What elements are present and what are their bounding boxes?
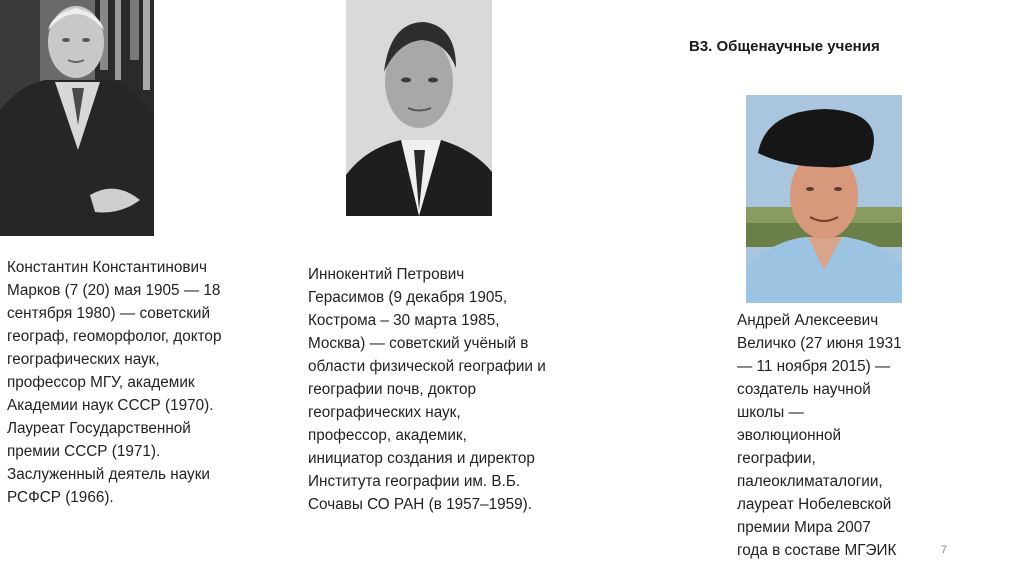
bio-line: школы — [737,404,804,421]
bio-line: РСФСР (1966). [7,489,114,506]
bio-line: географ, геоморфолог, доктор [7,328,222,345]
bio-line: палеоклиматалогии, [737,473,883,490]
slide-heading: В3. Общенаучные учения [689,38,880,55]
bio-line: Величко (27 июня 1931 [737,335,902,352]
bio-line: премии Мира 2007 [737,519,871,536]
portrait-photo-gerasimov [346,0,492,216]
bio-line: Иннокентий Петрович [308,266,465,283]
page-number: 7 [941,544,948,556]
bio-line: эволюционной [737,427,842,444]
bio-line: премии СССР (1971). [7,443,161,460]
portrait-photo-velichko [746,95,902,303]
bio-line: — 11 ноября 2015) — [737,358,891,375]
bio-line: Заслуженный деятель науки [7,466,210,483]
bio-line: географии, [737,450,816,467]
bio-line: Марков (7 (20) мая 1905 — 18 [7,282,221,299]
bio-line: географии почв, доктор [308,381,476,398]
bio-line: Герасимов (9 декабря 1905, [308,289,508,306]
bio-text-gerasimov [308,263,546,516]
bio-line: Института географии им. В.Б. [308,473,521,490]
bio-text-markov [7,256,221,509]
bio-line: Андрей Алексеевич [737,312,879,329]
bio-line: области физической географии и [308,358,546,375]
bio-line: Сочавы СО РАН (в 1957–1959). [308,496,532,513]
bio-text-velichko [737,309,902,562]
bio-line: сентября 1980) — советский [7,305,210,322]
bio-line: года в составе МГЭИК [737,542,897,559]
bio-line: инициатор создания и директор [308,450,535,467]
portrait-photo-markov [0,0,154,236]
bio-line: географических наук, [308,404,461,421]
bio-line: Академии наук СССР (1970). [7,397,214,414]
bio-line: Москва) — советский учёный в [308,335,529,352]
bio-line: Лауреат Государственной [7,420,191,437]
bio-line: профессор МГУ, академик [7,374,195,391]
bio-line: географических наук, [7,351,160,368]
bio-line: профессор, академик, [308,427,467,444]
bio-line: создатель научной [737,381,871,398]
bio-line: Кострома – 30 марта 1985, [308,312,500,329]
bio-line: лауреат Нобелевской [737,496,892,513]
bio-line: Константин Константинович [7,259,208,276]
